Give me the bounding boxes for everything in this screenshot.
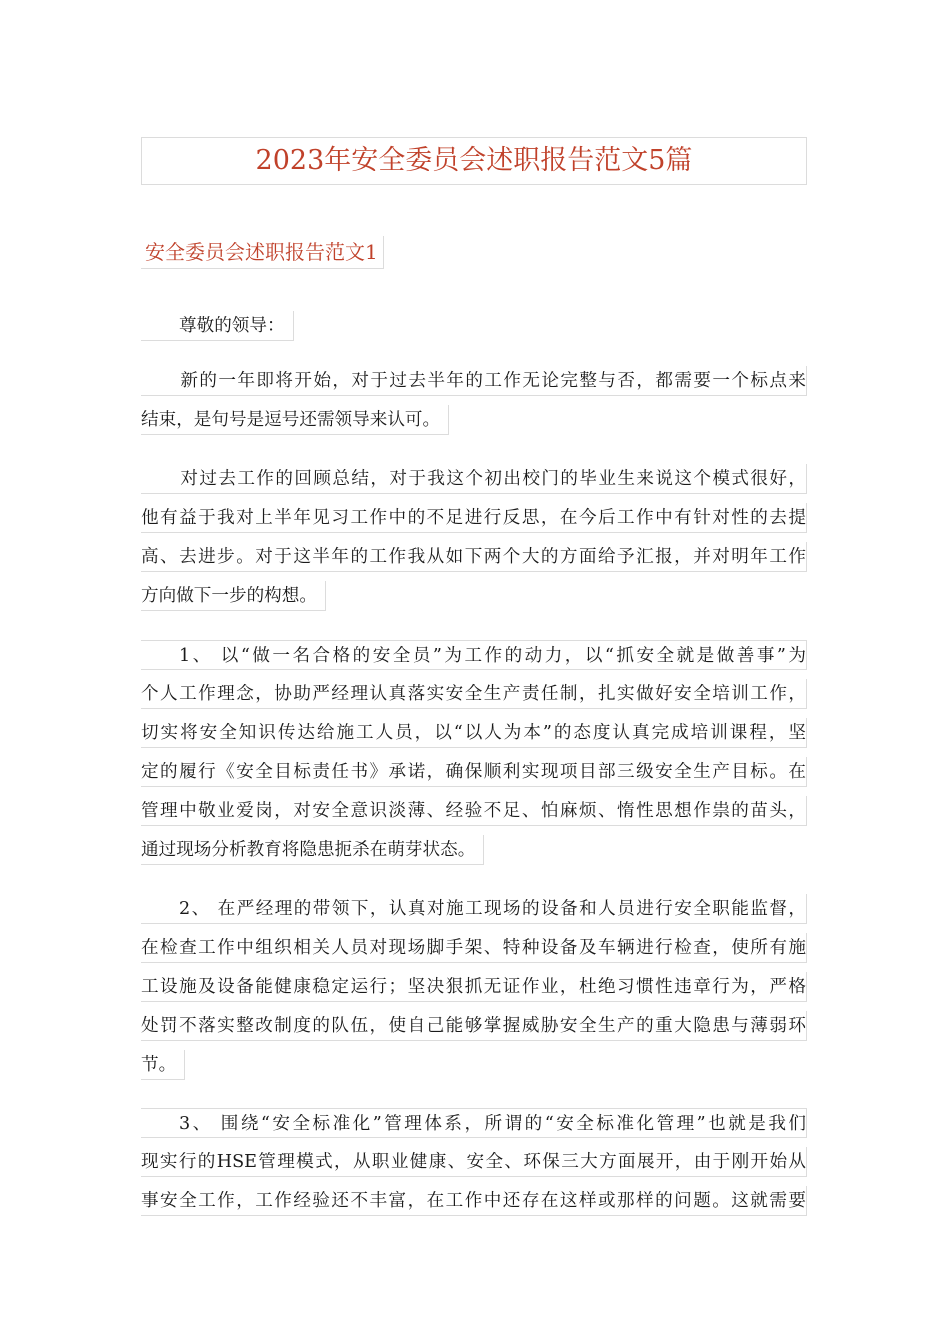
paragraph-line: 方向做下一步的构想。 bbox=[141, 581, 326, 611]
salutation-line bbox=[141, 311, 294, 341]
paragraph-line: 处罚不落实整改制度的队伍，使自己能够掌握威胁安全生产的重大隐患与薄弱环 bbox=[141, 1011, 807, 1041]
paragraph-line: 他有益于我对上半年见习工作中的不足进行反思，在今后工作中有针对性的去提 bbox=[141, 503, 807, 533]
salutation: 尊敬的领导： bbox=[179, 316, 285, 336]
paragraph-line: 在检查工作中组织相关人员对现场脚手架、特种设备及车辆进行检查，使所有施 bbox=[141, 933, 807, 963]
document-title: 2023年安全委员会述职报告范文5篇 bbox=[255, 145, 693, 176]
paragraph-line: 结束，是句号是逗号还需领导来认可。 bbox=[141, 405, 449, 435]
paragraph-line: 1、 以“做一名合格的安全员”为工作的动力，以“抓安全就是做善事”为 bbox=[141, 640, 807, 670]
paragraph-line: 2、 在严经理的带领下，认真对施工现场的设备和人员进行安全职能监督， bbox=[141, 894, 807, 924]
paragraph-line: 现实行的HSE管理模式，从职业健康、安全、环保三大方面展开，由于刚开始从 bbox=[141, 1147, 807, 1177]
paragraph-line: 定的履行《安全目标责任书》承诺，确保顺利实现项目部三级安全生产目标。在 bbox=[141, 757, 807, 787]
paragraph-line: 管理中敬业爱岗，对安全意识淡薄、经验不足、怕麻烦、惰性思想作祟的苗头， bbox=[141, 796, 807, 826]
paragraph-line: 3、 围绕“安全标准化”管理体系，所谓的“安全标准化管理”也就是我们 bbox=[141, 1108, 807, 1138]
paragraph-line: 工设施及设备能健康稳定运行；坚决狠抓无证作业，杜绝习惯性违章行为，严格 bbox=[141, 972, 807, 1002]
paragraph-line: 切实将安全知识传达给施工人员，以“以人为本”的态度认真完成培训课程，坚 bbox=[141, 718, 807, 748]
paragraph-line: 事安全工作，工作经验还不丰富，在工作中还存在这样或那样的问题。这就需要 bbox=[141, 1186, 807, 1216]
section-heading: 安全委员会述职报告范文1 bbox=[141, 236, 384, 269]
paragraph-line: 节。 bbox=[141, 1050, 185, 1080]
title-box bbox=[141, 137, 807, 185]
paragraph-line: 对过去工作的回顾总结，对于我这个初出校门的毕业生来说这个模式很好， bbox=[141, 464, 807, 494]
paragraph-line: 通过现场分析教育将隐患扼杀在萌芽状态。 bbox=[141, 835, 484, 865]
paragraph-line: 个人工作理念，协助严经理认真落实安全生产责任制，扎实做好安全培训工作， bbox=[141, 679, 807, 709]
paragraph-line: 高、去进步。对于这半年的工作我从如下两个大的方面给予汇报，并对明年工作 bbox=[141, 542, 807, 572]
paragraph-line: 新的一年即将开始，对于过去半年的工作无论完整与否，都需要一个标点来 bbox=[141, 366, 807, 396]
